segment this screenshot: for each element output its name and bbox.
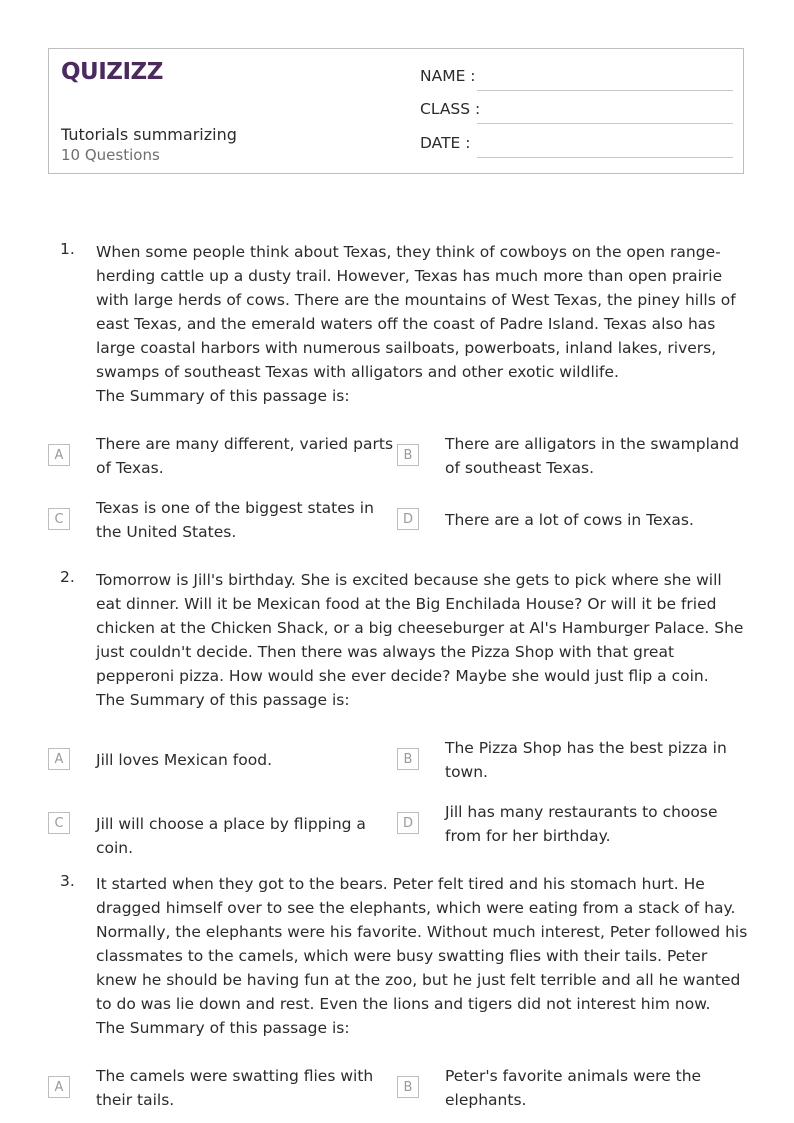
option-b-box[interactable]: B: [397, 1076, 419, 1098]
option-b-text[interactable]: Peter's favorite animals were the elephants.: [445, 1067, 702, 1109]
class-line[interactable]: [477, 123, 733, 124]
date-field[interactable]: [420, 134, 733, 158]
question-number: 3.: [60, 872, 75, 890]
question-count: 10 Questions: [61, 146, 160, 164]
question-number: 1.: [60, 240, 75, 258]
option-c-box[interactable]: C: [48, 508, 70, 530]
class-label: CLASS :: [420, 100, 481, 118]
option-b-text[interactable]: The Pizza Shop has the best pizza in town.: [445, 739, 727, 781]
passage-text: When some people think about Texas, they think of cowboys on the open range-herding cattle up a dusty trail. However, Texas has much more than open prairie with large herds of cows. There are the mountains of West Texas, the piney hills of east Texas, and the emerald waters off the coast of Padre Island. Texas also has large coastal harbors with numerous sailboats, powerboats, inland lakes, rivers, swamps of southeast Texas with alligators and other exotic wildlife.: [96, 243, 736, 381]
worksheet-header: [48, 48, 744, 174]
quizizz-logo: QUIZIZZ: [61, 59, 163, 85]
name-label: NAME :: [420, 67, 476, 85]
option-d-box[interactable]: D: [397, 812, 419, 834]
name-field[interactable]: [420, 67, 733, 91]
question-passage: [96, 872, 748, 1040]
option-a-text[interactable]: Jill loves Mexican food.: [96, 751, 272, 769]
option-c-text[interactable]: Jill will choose a place by flipping a coin.: [96, 815, 366, 857]
option-a-box[interactable]: A: [48, 1076, 70, 1098]
question-passage: [96, 568, 748, 712]
date-label: DATE :: [420, 134, 471, 152]
option-a-box[interactable]: A: [48, 748, 70, 770]
date-line[interactable]: [477, 157, 733, 158]
option-a-text[interactable]: The camels were swatting flies with their tails.: [96, 1067, 374, 1109]
option-d-text[interactable]: Jill has many restaurants to choose from for her birthday.: [445, 803, 718, 845]
option-a-box[interactable]: A: [48, 444, 70, 466]
option-a-text[interactable]: There are many different, varied parts of Texas.: [96, 435, 394, 477]
option-d-text[interactable]: There are a lot of cows in Texas.: [445, 511, 694, 529]
option-d-box[interactable]: D: [397, 508, 419, 530]
option-b-box[interactable]: B: [397, 444, 419, 466]
question-passage: [96, 240, 748, 408]
option-b-box[interactable]: B: [397, 748, 419, 770]
option-b-text[interactable]: There are alligators in the swampland of southeast Texas.: [445, 435, 740, 477]
worksheet-title: Tutorials summarizing: [61, 125, 237, 144]
name-line[interactable]: [477, 90, 733, 91]
passage-text: It started when they got to the bears. Peter felt tired and his stomach hurt. He dragged himself over to see the elephants, which were eating from a stack of hay. Normally, the elephants were his favorite. Without much interest, Peter followed his classmates to the camels, which were busy swatting flies with their tails. Peter knew he should be having fun at the zoo, but he just felt terrible and all he wanted to do was lie down and rest. Even the lions and tigers did not interest him now.: [96, 875, 748, 1013]
passage-prompt: The Summary of this passage is:: [96, 387, 350, 405]
passage-text: Tomorrow is Jill's birthday. She is excited because she gets to pick where she will eat dinner. Will it be Mexican food at the Big Enchilada House? Or will it be fried chicken at the Chicken Shack, or a big cheeseburger at Al's Hamburger Palace. She just couldn't decide. Then there was always the Pizza Shop with that great pepperoni pizza. How would she ever decide? Maybe she would just flip a coin.: [96, 571, 744, 685]
option-c-text[interactable]: Texas is one of the biggest states in the United States.: [96, 499, 374, 541]
question-number: 2.: [60, 568, 75, 586]
option-c-box[interactable]: C: [48, 812, 70, 834]
passage-prompt: The Summary of this passage is:: [96, 691, 350, 709]
class-field[interactable]: [420, 100, 733, 124]
passage-prompt: The Summary of this passage is:: [96, 1019, 350, 1037]
